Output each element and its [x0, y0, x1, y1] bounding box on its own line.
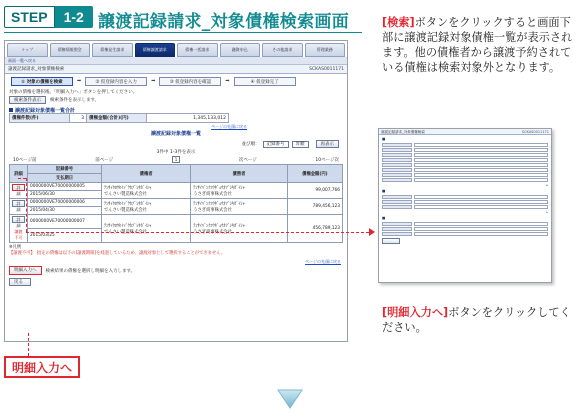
search-keyword: [検索]: [382, 16, 415, 29]
count-label: 債権件数(件): [10, 114, 70, 123]
search-display-row: [5, 95, 347, 105]
sort-label: 並び順：: [241, 142, 260, 147]
due-cell: 2015/04/30: [28, 207, 102, 215]
subbar: [5, 57, 347, 65]
step-badge: [4, 5, 93, 29]
record-no-cell: 0000000VE70000000007: [28, 215, 102, 229]
pager-next-10[interactable]: 10ページ次: [315, 157, 339, 163]
pager-prev[interactable]: 前ページ: [95, 157, 114, 163]
amount-cell: 789,456,123: [287, 199, 342, 215]
nav-tab[interactable]: 債権一括請求: [177, 43, 218, 57]
table-row: [10, 215, 343, 229]
legend-notes: [5, 243, 347, 259]
thumb-title: 譲渡記録請求_対象債権検索: [381, 130, 425, 134]
thumb-screen-id: SCKAS0011171: [521, 130, 549, 134]
detail-screen-thumbnail: [378, 128, 552, 283]
step-4: ④ 仮登録完了: [234, 77, 296, 86]
pager-current[interactable]: 1: [172, 156, 181, 163]
legend-red-text: 【譲渡不可】：指定の債権は以下の[譲渡期限]を経過しているため、譲渡対象として選択することができません。: [9, 251, 226, 256]
thumb-link: ▸: [546, 210, 548, 214]
summary-section-title: [5, 105, 347, 113]
app-screenshot: [4, 40, 348, 342]
list-title: 譲渡記録対象債権一覧: [150, 131, 201, 137]
debtor-name: うさぎ商事株式会社: [193, 207, 232, 213]
instruction-text: 対象の債権を選択後、「明細入力へ」ボタンを押してください。: [9, 90, 138, 95]
screen-id: SCKAS0011171: [309, 66, 344, 72]
page-title: 譲渡記録請求_対象債権検索画面: [98, 12, 349, 32]
col-header-detail: 詳細: [10, 165, 28, 183]
main-nav: [5, 41, 347, 57]
amount-label: 債権金額(合計)(円): [87, 114, 147, 123]
thumb-section: ■: [382, 137, 386, 141]
square-bullet-icon: [9, 108, 13, 112]
thumb-section: ■: [382, 216, 386, 220]
detail-button[interactable]: 詳細: [12, 184, 25, 191]
debtor-name: うさぎ商事株式会社: [193, 229, 232, 235]
action-row: [5, 265, 347, 276]
transfer-disabled-label: 譲渡 不可: [14, 229, 23, 240]
meisai-input-button[interactable]: 明細入力へ: [9, 266, 42, 275]
pager-prev-10[interactable]: 10ページ前: [13, 157, 37, 163]
col-header-creditor: 債権者: [102, 165, 191, 183]
debtor-kana: ﾃﾝｻｲﾊﾞﾝｸｺｳｷﾞｮｳｶﾌﾞｼｷｶﾞｲｼｬ: [193, 185, 245, 191]
nav-tab[interactable]: その他請求: [262, 43, 303, 57]
arrow-right-icon: ➡: [151, 78, 156, 84]
search-description: ボタンをクリックすると画面下部に譲渡記録対象債権一覧が表示されます。他の債権者から譲渡予約されている債権は検索対象外となります。: [382, 16, 573, 74]
meisai-callout: 明細入力へ: [4, 356, 80, 378]
arrow-right-icon: ➡: [225, 78, 230, 84]
debtor-kana: ﾃﾝｻｲﾊﾞﾝｸｺｳｷﾞｮｳｶﾌﾞｼｷｶﾞｲｼｬ: [193, 201, 245, 207]
amount-cell: 456,789,123: [287, 215, 342, 243]
nav-tab[interactable]: 債権情報照会: [50, 43, 91, 57]
nav-tab[interactable]: 管理業務: [305, 43, 346, 57]
screen-title: 譲渡記録請求_対象債権検索: [8, 67, 65, 72]
step-label: STEP: [4, 6, 55, 28]
meisai-input-text: 検索結果の債権を選択し明細を入力します。: [45, 268, 136, 274]
meisai-keyword: [明細入力へ]: [382, 306, 449, 319]
thumb-back-button: [382, 238, 400, 244]
col-header-amount: 債権金額(円): [287, 165, 342, 183]
col-header-record-no: 記録番号: [28, 165, 102, 174]
creditor-kana: ﾃﾝｻｲﾀﾛｳｾｲｿﾞｳｶﾌﾞｼｷｶﾞｲｼｬ: [104, 201, 152, 207]
col-header-due: 支払期日: [28, 174, 102, 183]
nav-tab[interactable]: 債権譲渡請求: [135, 43, 176, 57]
nav-tab[interactable]: 融資申込: [220, 43, 261, 57]
resort-button[interactable]: 再表示: [316, 140, 340, 148]
screen-list-link[interactable]: 画面一覧へ戻る: [8, 58, 36, 63]
meisai-connector-line: [28, 333, 29, 356]
detail-connector-vertical: [26, 178, 27, 232]
amount-value: 1,345,133,012: [147, 114, 229, 123]
description-meisai: [382, 305, 576, 335]
meisai-description: ボタンをクリックしてください。: [382, 306, 571, 334]
debtor-name: うさぎ商事株式会社: [193, 191, 232, 197]
table-row: [10, 199, 343, 207]
nav-tab[interactable]: トップ: [7, 43, 48, 57]
debtor-kana: ﾃﾝｻｲﾊﾞﾝｸｺｳｷﾞｮｳｶﾌﾞｼｷｶﾞｲｼｬ: [193, 223, 245, 229]
creditor-name: でんさい製造株式会社: [104, 191, 147, 197]
sort-order-select[interactable]: 昇順: [292, 141, 309, 148]
step-2: ② 仮登録内容を入力: [85, 77, 147, 86]
sort-field-select[interactable]: 記録番号: [263, 141, 289, 148]
down-arrow-icon: [276, 388, 304, 410]
detail-button[interactable]: 詳細: [12, 216, 25, 223]
search-display-text: 検索条件を表示します。: [50, 98, 100, 103]
result-count: 3件中 1-3件を表示: [156, 150, 196, 155]
detail-button[interactable]: 詳細: [12, 200, 25, 207]
due-cell: 2015/06/30: [28, 191, 102, 199]
count-value: 3: [70, 114, 87, 123]
thumb-link: ▸: [546, 183, 548, 187]
step-indicator: [5, 74, 347, 88]
creditor-name: でんさい製造株式会社: [104, 229, 147, 235]
step-1: ① 対象の債権を検索: [11, 77, 73, 86]
step-3: ③ 仮登録内容を確認: [159, 77, 221, 86]
arrow-right-icon: [369, 228, 375, 236]
detail-connector-line: [26, 232, 369, 233]
table-row: [10, 183, 343, 191]
record-no-cell: 0000000VE70000000006: [28, 199, 102, 207]
amount-cell: 99,007,766: [287, 183, 342, 199]
screen-header: [5, 65, 347, 74]
step-number: 1-2: [55, 6, 93, 28]
legend-title: ※凡例: [9, 245, 22, 250]
due-cell: 2015/03/25: [28, 229, 102, 243]
arrow-right-icon: ➡: [77, 78, 82, 84]
creditor-name: でんさい製造株式会社: [104, 207, 147, 213]
nav-tab[interactable]: 債権発生請求: [92, 43, 133, 57]
title-divider: [4, 32, 362, 33]
page-top-link-bottom[interactable]: ページの先頭に戻る: [305, 259, 341, 264]
detail-connector-stub: [18, 178, 26, 179]
creditor-kana: ﾃﾝｻｲﾀﾛｳｾｲｿﾞｳｶﾌﾞｼｷｶﾞｲｼｬ: [104, 185, 152, 191]
summary-table: [9, 113, 229, 123]
pager: [5, 155, 347, 164]
search-display-button[interactable]: 検索条件表示: [9, 96, 46, 104]
sort-row: [5, 139, 347, 149]
thumb-section: ■: [382, 189, 386, 193]
summary-section-label: 譲渡記録対象債権一覧合計: [15, 108, 76, 114]
description-search: [382, 15, 576, 75]
back-button[interactable]: 戻る: [9, 278, 31, 286]
pager-next[interactable]: 次ページ: [238, 157, 257, 163]
creditor-kana: ﾃﾝｻｲﾀﾛｳｾｲｿﾞｳｶﾌﾞｼｷｶﾞｲｼｬ: [104, 223, 152, 229]
col-header-debtor: 債務者: [191, 165, 288, 183]
thumb-header: [379, 129, 551, 135]
record-no-cell: 0000000VE70000000005: [28, 183, 102, 191]
page-top-link[interactable]: ページの先頭に戻る: [211, 124, 247, 129]
